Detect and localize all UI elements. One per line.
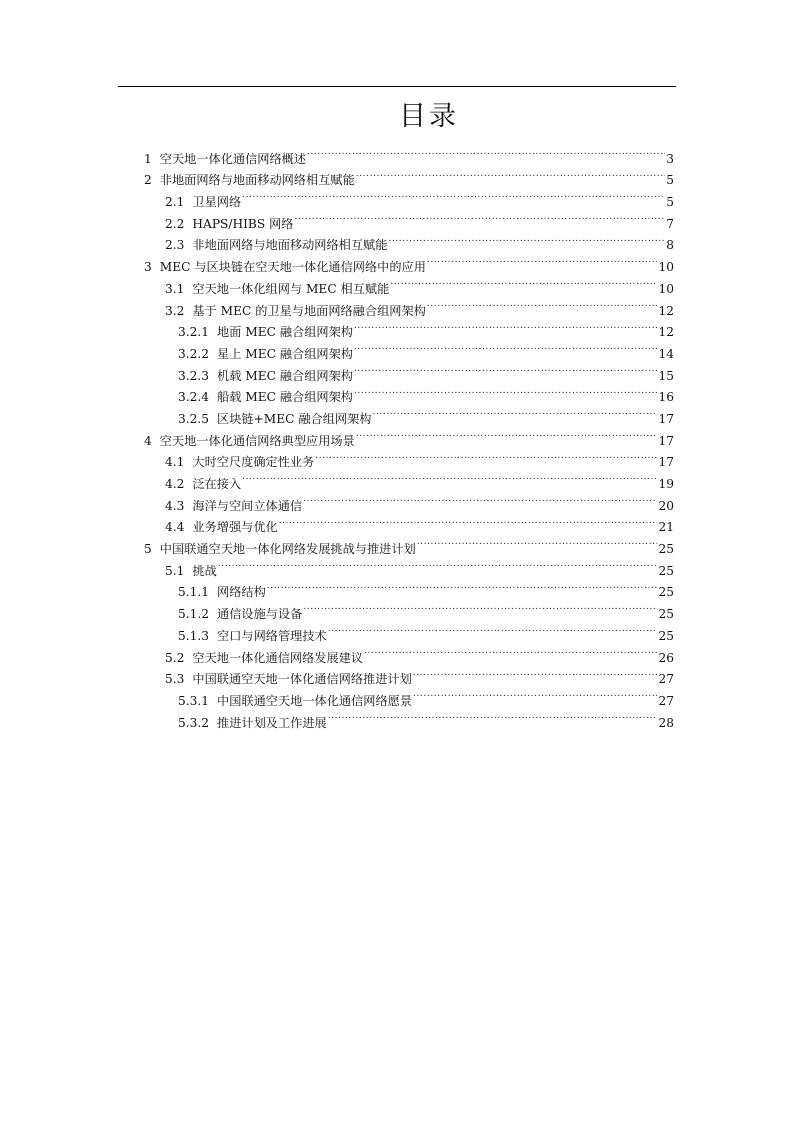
toc-entry[interactable] [0,184,674,210]
toc-dot-leader [307,141,665,163]
toc-entry-title: 基于 MEC 的卫星与地面网络融合组网架构 [192,303,426,318]
toc-dot-leader [354,336,658,358]
toc-entry-title: 海洋与空间立体通信 [192,498,303,513]
toc-entry-number: 5.3.1 [178,693,210,708]
toc-entry-title: 空天地一体化通信网络典型应用场景 [159,433,355,448]
toc-dot-leader [417,531,658,553]
toc-title: 目录 [399,101,459,132]
toc-entry[interactable] [0,401,674,426]
toc-entry[interactable] [0,662,674,687]
toc-entry[interactable] [0,380,674,405]
toc-entry[interactable] [0,618,674,643]
toc-entry-title: 中国联通空天地一体化网络发展挑战与推进计划 [159,542,416,557]
toc-entry-page: 17 [658,455,674,470]
toc-dot-leader [413,683,657,705]
toc-entry-number: 4.4 [165,520,185,535]
toc-entry-title: HAPS/HIBS 网络 [192,216,294,231]
toc-entry-page: 3 [666,151,674,166]
toc-list [0,141,793,730]
toc-entry[interactable] [0,228,674,253]
toc-entry-page: 25 [658,542,674,557]
toc-entry[interactable] [0,423,674,448]
toc-entry-title: 区块链+MEC 融合组网架构 [217,411,372,426]
toc-entry-title: 中国联通空天地一体化通信网络愿景 [217,693,413,708]
toc-entry[interactable] [0,293,674,318]
toc-entry-number: 3.2.1 [178,325,210,340]
toc-dot-leader [294,206,665,228]
toc-entry-title: 网络结构 [217,585,266,600]
toc-entry-page: 5 [666,173,674,188]
toc-entry[interactable] [0,141,674,166]
toc-dot-leader [354,315,658,337]
toc-entry-page: 25 [658,628,674,643]
toc-entry-title: 通信设施与设备 [217,607,303,622]
toc-entry-page: 28 [658,715,674,730]
toc-entry-page: 21 [658,520,674,535]
toc-entry-page: 25 [658,607,674,622]
toc-dot-leader [388,228,665,250]
toc-entry[interactable] [0,575,674,600]
toc-entry-page: 8 [666,238,674,253]
toc-entry-page: 27 [658,672,674,687]
toc-entry-title: 空口与网络管理技术 [217,628,327,643]
toc-dot-leader [427,249,658,271]
toc-entry-title: 卫星网络 [192,195,242,210]
toc-entry-page: 14 [658,346,674,361]
toc-entry-page: 25 [658,585,674,600]
toc-entry-page: 12 [658,325,674,340]
toc-entry-title: 空天地一体化组网与 MEC 相互赋能 [192,281,390,296]
toc-entry-title: 大时空尺度确定性业务 [192,455,315,470]
toc-entry-number: 5.2 [165,650,185,665]
toc-entry[interactable] [0,206,674,231]
toc-entry-page: 17 [658,411,674,426]
toc-entry-title: 船载 MEC 融合组网架构 [217,390,353,405]
toc-entry-title: 机载 MEC 融合组网架构 [217,368,353,383]
toc-entry[interactable] [0,358,674,383]
toc-entry[interactable] [0,531,674,557]
toc-entry-page: 16 [658,390,674,405]
toc-entry[interactable] [0,271,674,296]
toc-dot-leader [354,358,658,380]
toc-dot-leader [218,553,658,575]
toc-entry-page: 10 [658,281,674,296]
toc-entry-number: 4.3 [165,498,185,513]
toc-entry[interactable] [0,249,674,275]
toc-entry-number: 4.1 [165,455,185,470]
toc-entry-number: 3.2.3 [178,368,210,383]
toc-entry-number: 2 [144,173,152,188]
toc-entry[interactable] [0,596,674,622]
toc-entry-page: 19 [658,477,674,491]
toc-entry-title: 星上 MEC 融合组网架构 [217,346,353,361]
toc-dot-leader [373,401,658,423]
toc-dot-leader [279,510,658,532]
toc-dot-leader [390,271,657,293]
toc-dot-leader [328,618,658,640]
toc-entry[interactable] [0,683,674,708]
toc-entry-title: 业务增强与优化 [192,520,278,535]
toc-entry-number: 2.3 [165,238,185,253]
toc-entry-page: 7 [666,216,674,231]
toc-entry[interactable] [0,488,674,513]
toc-entry-number: 5 [144,542,152,557]
toc-entry-title: 泛在接入 [192,477,242,491]
toc-entry-page: 12 [658,303,674,318]
toc-entry[interactable] [0,510,674,535]
toc-dot-leader [356,423,658,445]
toc-dot-leader [242,184,665,206]
toc-entry-number: 1 [144,151,152,166]
toc-entry-title: 非地面网络与地面移动网络相互赋能 [159,173,355,188]
toc-entry[interactable] [0,336,674,361]
toc-entry-number: 5.1.2 [178,607,210,622]
toc-entry-page: 17 [658,433,674,448]
toc-dot-leader [315,445,657,467]
toc-dot-leader [413,662,658,684]
toc-entry-page: 26 [658,650,674,665]
toc-entry-number: 2.1 [165,195,185,210]
toc-entry-title: 空天地一体化通信网络概述 [159,151,307,166]
toc-entry[interactable] [0,445,674,470]
toc-entry-number: 5.1.3 [178,628,210,643]
toc-entry-number: 3.1 [165,281,185,296]
toc-entry-number: 5.3.2 [178,715,210,730]
toc-entry-title: 挑战 [192,563,217,578]
toc-entry-page: 15 [658,368,674,383]
toc-entry-number: 4.2 [165,477,185,491]
toc-entry-number: 2.2 [165,216,185,231]
toc-dot-leader [303,488,657,510]
toc-entry-page: 5 [666,195,674,210]
toc-dot-leader [242,466,657,488]
toc-dot-leader [364,640,657,662]
toc-entry[interactable] [0,705,674,730]
toc-entry-page: 10 [658,260,674,275]
toc-entry[interactable] [0,163,674,188]
toc-dot-leader [303,596,657,618]
toc-entry-title: 非地面网络与地面移动网络相互赋能 [192,238,388,253]
toc-entry-number: 3.2.4 [178,390,210,405]
toc-entry-number: 3.2 [165,303,185,318]
toc-entry-number: 3.2.2 [178,346,210,361]
toc-entry[interactable] [0,640,674,665]
toc-entry-number: 3 [144,260,152,275]
toc-entry-title: 空天地一体化通信网络发展建议 [192,650,364,665]
toc-entry-number: 5.1.1 [178,585,210,600]
toc-dot-leader [427,293,658,315]
toc-entry-page: 20 [658,498,674,513]
toc-entry-number: 5.3 [165,672,185,687]
toc-dot-leader [328,705,658,727]
toc-entry[interactable] [0,315,674,340]
toc-entry-number: 4 [144,433,152,448]
toc-entry-title: 中国联通空天地一体化通信网络推进计划 [192,672,412,687]
toc-entry-title: 地面 MEC 融合组网架构 [217,325,353,340]
toc-entry-page: 25 [658,563,674,578]
toc-entry[interactable] [0,553,674,578]
toc-dot-leader [267,575,658,597]
toc-entry-title: 推进计划及工作进展 [217,715,327,730]
toc-entry[interactable] [0,466,674,491]
toc-dot-leader [356,163,665,185]
toc-entry-number: 3.2.5 [178,411,210,426]
toc-entry-page: 27 [658,693,674,708]
toc-entry-number: 5.1 [165,563,185,578]
toc-entry-title: MEC 与区块链在空天地一体化通信网络中的应用 [159,260,426,275]
toc-dot-leader [354,380,658,402]
header-rule [118,86,676,87]
